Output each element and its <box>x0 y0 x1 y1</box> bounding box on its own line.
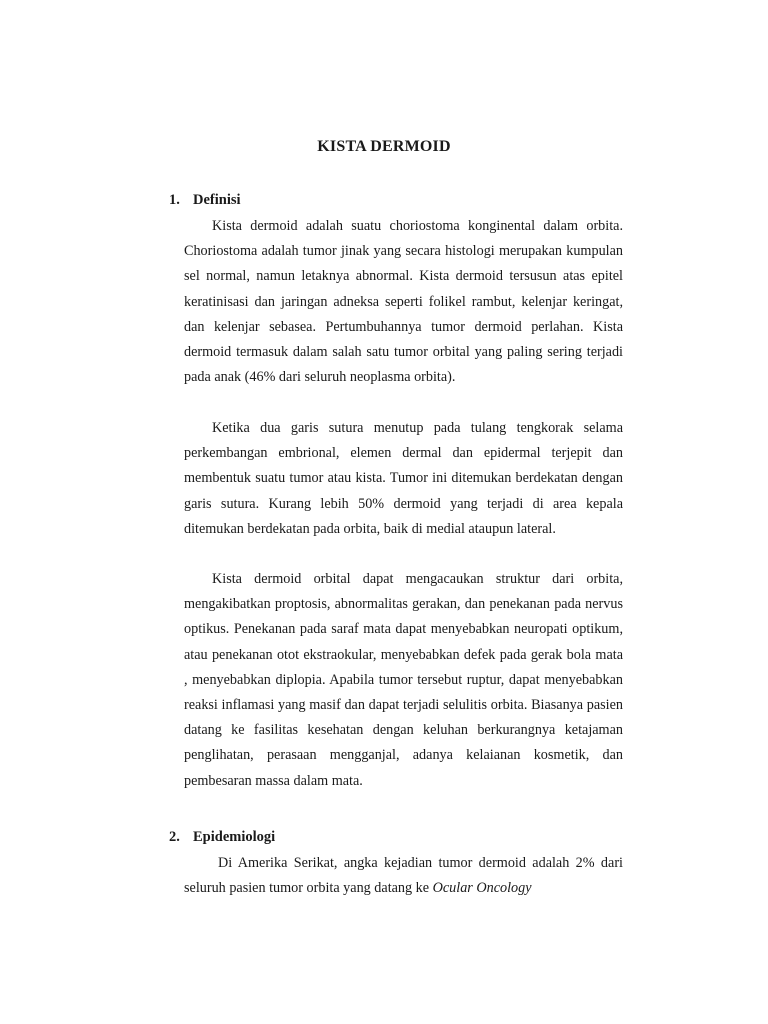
paragraph-definisi-3 <box>184 567 623 794</box>
italic-term: Ocular Oncology <box>432 880 532 897</box>
paragraph-epidemiologi-1 <box>184 851 623 901</box>
section-heading-epidemiologi <box>169 829 275 846</box>
section-number: 2. <box>169 829 180 845</box>
section-title: Definisi <box>193 192 241 208</box>
document-title: KISTA DERMOID <box>317 138 451 155</box>
section-heading-definisi <box>169 192 241 209</box>
paragraph-text: Kista dermoid adalah suatu choriostoma konginental dalam orbita. Choriostoma adalah tumor jinak yang secara histologi merupakan kumpulan sel normal, namun letaknya abnormal. Kista dermoid tersusun atas epitel keratinisasi dan jaringan adneksa seperti folikel rambut, kelenjar keringat, dan kelenjar sebasea. Pertumbuhannya tumor dermoid perlahan. Kista dermoid termasuk dalam salah satu tumor orbital yang paling sering terjadi pada anak (46% dari seluruh neoplasma orbita). <box>184 218 623 386</box>
section-title: Epidemiologi <box>193 829 276 845</box>
paragraph-definisi-1 <box>184 214 623 390</box>
section-number: 1. <box>169 192 180 208</box>
paragraph-text: Ketika dua garis sutura menutup pada tulang tengkorak selama perkembangan embrional, elemen dermal dan epidermal terjepit dan membentuk suatu tumor atau kista. Tumor ini ditemukan berdekatan dengan garis sutura. Kurang lebih 50% dermoid yang terjadi di area kepala ditemukan berdekatan pada orbita, baik di medial ataupun lateral. <box>184 420 623 537</box>
paragraph-text: Di Amerika Serikat, angka kejadian tumor dermoid adalah 2% dari seluruh pasien tumor orbita yang datang ke <box>184 855 623 897</box>
paragraph-definisi-2 <box>184 416 623 542</box>
paragraph-text: Kista dermoid orbital dapat mengacaukan struktur dari orbita, mengakibatkan proptosis, abnormalitas gerakan, dan penekanan pada nervus optikus. Penekanan pada saraf mata dapat menyebabkan neuropati optikum, atau penekanan otot ekstraokular, menyebabkan defek pada gerak bola mata , menyebabkan diplopia. Apabila tumor tersebut ruptur, dapat menyebabkan reaksi inflamasi yang masif dan dapat terjadi selulitis orbita. Biasanya pasien datang ke fasilitas kesehatan dengan keluhan berkurangnya ketajaman penglihatan, perasaan mengganjal, adanya kelaianan kosmetik, dan pembesaran massa dalam mata. <box>184 571 623 789</box>
